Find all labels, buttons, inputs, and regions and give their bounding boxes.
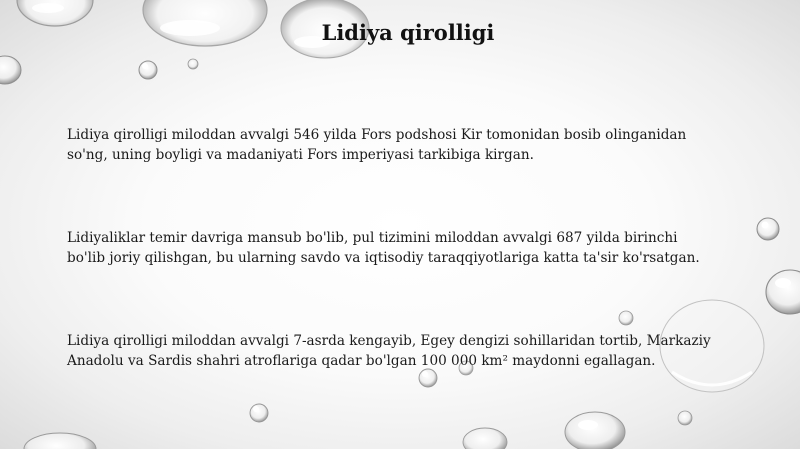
- droplet: [565, 412, 625, 449]
- paragraph-conquest: Lidiya qirolligi miloddan avvalgi 546 yilda Fors podshosi Kir tomonidan bosib olinganidan so'ng, uning boyligi va madaniyati Fors imperiyasi tarkibiga kirgan.: [67, 127, 687, 163]
- droplet: [463, 428, 507, 449]
- droplet: [0, 56, 21, 84]
- droplet: [678, 411, 692, 425]
- droplet: [619, 311, 633, 325]
- droplet: [250, 404, 268, 422]
- droplet: [419, 369, 437, 387]
- droplet: [139, 61, 157, 79]
- droplet: [766, 270, 800, 314]
- paragraph-coinage: Lidiyaliklar temir davriga mansub bo'lib, pul tizimini miloddan avvalgi 687 yilda birinchi bo'lib joriy qilishgan, bu ularning savdo va iqtisodiy taraqqiyotlariga katta ta'sir ko'rsatgan.: [67, 230, 700, 266]
- paragraph-territory: Lidiya qirolligi miloddan avvalgi 7-asrda kengayib, Egey dengizi sohillaridan tortib, Markaziy Anadolu va Sardis shahri atroflariga qadar bo'lgan 100 000 km² maydonni egallagan.: [67, 333, 711, 369]
- slide-title: Lidiya qirolligi: [321, 20, 495, 45]
- droplet: [188, 59, 198, 69]
- droplet: [24, 433, 96, 449]
